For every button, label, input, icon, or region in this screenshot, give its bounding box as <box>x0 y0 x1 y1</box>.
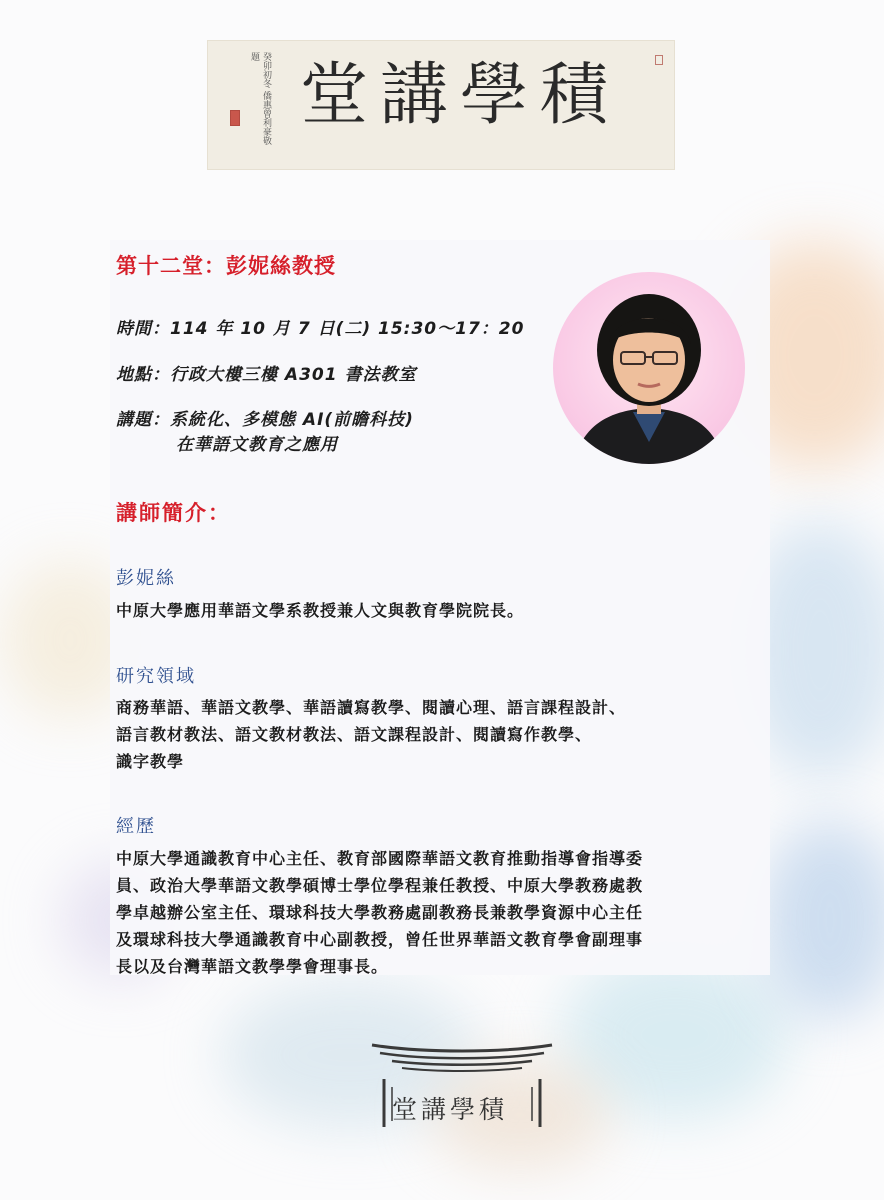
speaker-summary: 中原大學應用華語文學系教授兼人文與教育學院院長。 <box>116 601 525 620</box>
experience-line: 中原大學通識教育中心主任、教育部國際華語文教育推動指導會指導委 <box>116 849 644 868</box>
experience-line: 及環球科技大學通識教育中心副教授，曾任世界華語文教育學會副理事 <box>116 930 644 949</box>
experience-heading: 經歷 <box>116 816 156 837</box>
footer-logo-text: 堂講學積 <box>392 1095 509 1124</box>
experience-line: 員、政治大學華語文教學碩博士學位學程兼任教授、中原大學教務處教 <box>116 876 644 895</box>
research-line: 識字教學 <box>116 752 185 771</box>
experience-line: 長以及台灣華語文教學學會理事長。 <box>116 957 389 976</box>
banner-title: 堂講學積 <box>300 56 621 135</box>
speaker-name: 彭妮絲 <box>116 568 176 589</box>
bio-heading: 講師簡介： <box>116 501 231 525</box>
lecture-location: 地點：行政大樓三樓 A301 書法教室 <box>116 365 417 385</box>
experience-line: 學卓越辦公室主任、環球科技大學教務處副教務長兼教學資源中心主任 <box>116 903 644 922</box>
research-heading: 研究領域 <box>116 666 196 687</box>
banner-inscription: 癸卯初冬 僑惠曾利豪敬題 <box>249 52 271 145</box>
experience-text <box>116 845 756 980</box>
research-list <box>116 694 756 775</box>
lecture-time: 時間：114 年 10 月 7 日(二) 15:30～17：20 <box>116 319 525 339</box>
lecture-topic: 講題：系統化、多模態 AI(前瞻科技) <box>116 410 414 430</box>
seal-stamp-icon <box>230 110 240 126</box>
lecture-title: 第十二堂：彭妮絲教授 <box>116 254 336 278</box>
research-line: 語言教材教法、語文教材教法、語文課程設計、閱讀寫作教學、 <box>116 725 593 744</box>
watercolor-splash <box>760 820 884 1020</box>
speaker-portrait-image <box>553 272 745 464</box>
seal-stamp-icon <box>655 55 663 65</box>
lecture-topic-continued: 在華語文教育之應用 <box>176 435 338 455</box>
research-line: 商務華語、華語文教學、華語讀寫教學、閱讀心理、語言課程設計、 <box>116 698 627 717</box>
speaker-portrait <box>553 272 745 464</box>
